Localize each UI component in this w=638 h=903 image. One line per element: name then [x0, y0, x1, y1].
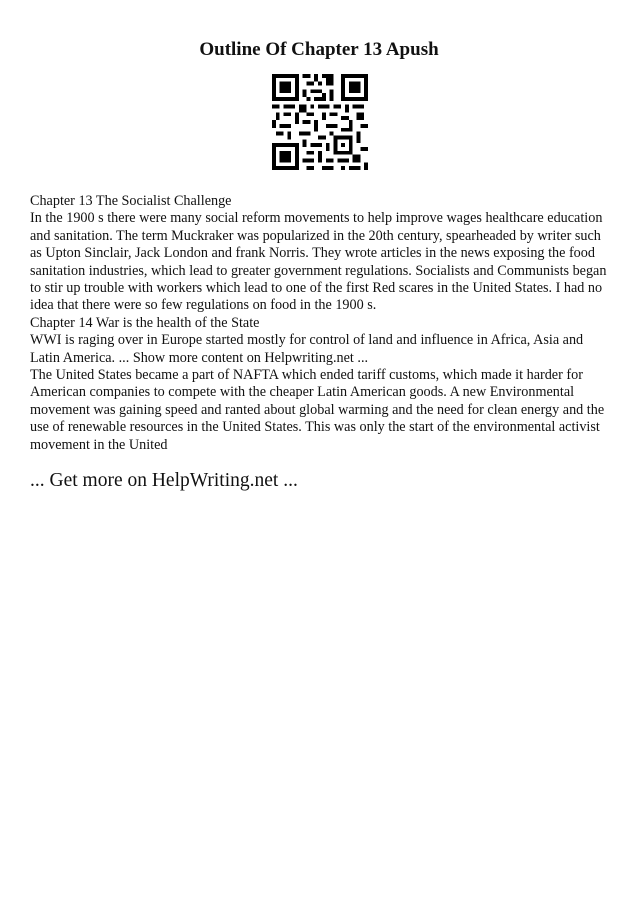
- document-body: [30, 193, 612, 454]
- section-heading: Chapter 13 The Socialist Challenge: [30, 193, 232, 209]
- page-title: Outline Of Chapter 13 Apush: [199, 39, 439, 60]
- section-heading: Chapter 14 War is the health of the State: [30, 314, 260, 331]
- qr-code-icon: [272, 74, 368, 170]
- body-paragraph: WWI is raging over in Europe started mostly for control of land and influence in Africa, Asia and Latin America. ... Show more content on Helpwriting.net ...: [30, 332, 584, 366]
- body-paragraph: The United States became a part of NAFTA which ended tariff customs, which made it harder for American companies to compete with the cheaper Latin American goods. A new Environmental movement was gaining speed and ranted about global warming and the need for clean energy and the use of renewable resources in the United States. This was only the start of the environmental activist movement in the United: [30, 367, 605, 453]
- body-paragraph: In the 1900 s there were many social reform movements to help improve wages healthcare education and sanitation. The term Muckraker was popularized in the 20th century, spearheaded by writer such as Upton Sinclair, Jack London and frank Norris. They wrote articles in the news exposing the food sanitation industries, which lead to greater government regulations. Socialists and Communists began to stir up trouble with workers which lead to one of the first Red scares in the United States. I had no idea that there were so few regulations on food in the 1900 s.: [30, 210, 607, 314]
- get-more-link[interactable]: ... Get more on HelpWriting.net ...: [30, 470, 298, 491]
